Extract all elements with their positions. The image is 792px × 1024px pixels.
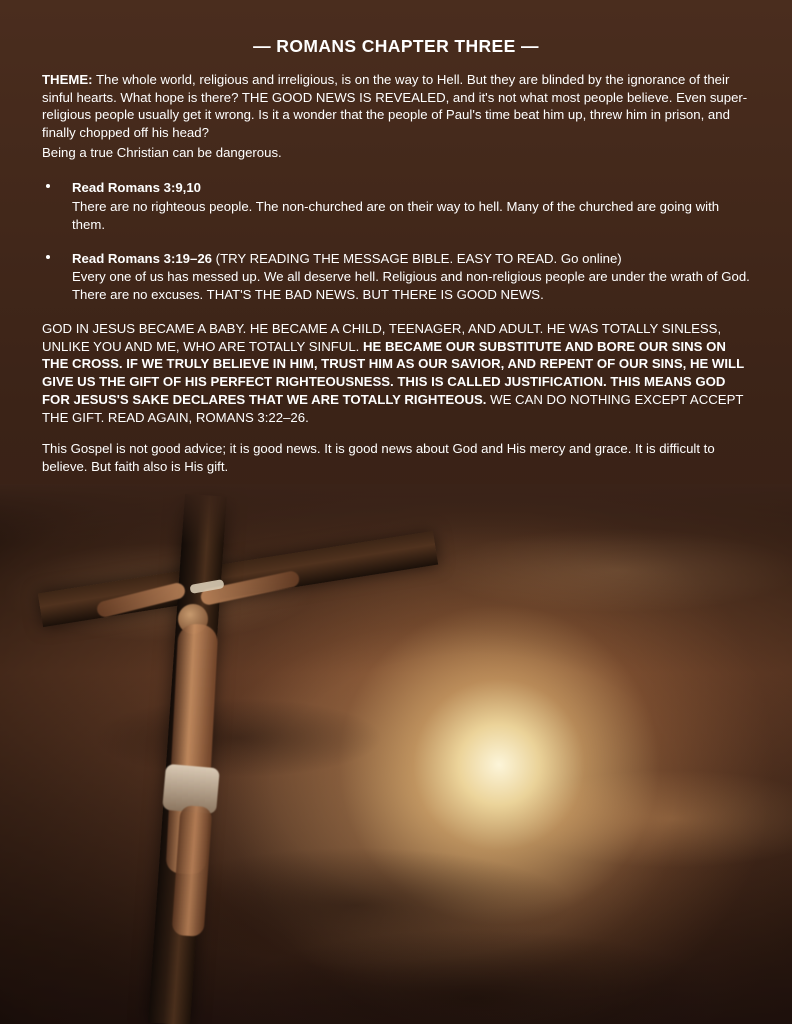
theme-paragraph (42, 71, 750, 142)
bullet-dot-icon (46, 255, 50, 259)
list-item (42, 250, 750, 304)
gospel-part-two-bold: HE BECAME OUR SUBSTITUTE AND BORE OUR SINS ON THE CROSS. IF WE TRULY BELIEVE IN HIM, TRUST HIM AS OUR SAVIOR, AND REPENT OF OUR SINS, HE WILL GIVE US THE GIFT OF HIS PERFECT RIGHTEOUSNESS. THIS IS CALLED JUSTIFICATION. THIS MEANS GOD FOR JESUS'S SAKE DECLARES THAT WE ARE TOTALLY RIGHTEOUS. (42, 338, 744, 408)
bullet-dot-icon (46, 184, 50, 188)
gospel-paragraph (42, 320, 750, 428)
scripture-bullet-list (42, 179, 750, 303)
theme-text: The whole world, religious and irreligious, is on the way to Hell. But they are blinded by the ignorance of their sinful hearts. What hope is there? THE GOOD NEWS IS REVEALED, and it's not what most people believe. Even super-religious people usually get it wrong. Is it a wonder that the people of Paul's time beat him up, threw him in prison, and finally chopped off his head? (42, 72, 748, 141)
bullet-heading (72, 179, 750, 197)
bullet-heading-text: Read Romans 3:19–26 (72, 250, 213, 266)
theme-label: THEME: (42, 72, 93, 87)
cross-figure (60, 484, 420, 1024)
page-title: — ROMANS CHAPTER THREE — (253, 36, 539, 56)
bullet-heading (72, 250, 750, 268)
bullet-heading-text: Read Romans 3:9,10 (72, 180, 201, 196)
bullet-body: Every one of us has messed up. We all deserve hell. Religious and non-religious people are under the wrath of God. There are no excuses. THAT'S THE BAD NEWS. BUT THERE IS GOOD NEWS. (72, 269, 750, 302)
document-content (0, 0, 792, 476)
list-item (42, 179, 750, 233)
bullet-heading-note: (TRY READING THE MESSAGE BIBLE. EASY TO READ. Go online) (212, 250, 622, 266)
bullet-body: There are no righteous people. The non-churched are on their way to hell. Many of the churched are going with them. (72, 199, 720, 232)
crucifixion-photo (0, 484, 792, 1024)
theme-paragraph-2: Being a true Christian can be dangerous. (42, 144, 282, 160)
gospel-part-three: WE CAN DO NOTHING EXCEPT ACCEPT THE GIFT. READ AGAIN, ROMANS 3:22–26. (42, 392, 744, 426)
gospel-part-one: GOD IN JESUS BECAME A BABY. HE BECAME A CHILD, TEENAGER, AND ADULT. HE WAS TOTALLY SINLESS, UNLIKE YOU AND ME, WHO ARE TOTALLY SINFUL. (42, 320, 722, 354)
closing-paragraph: This Gospel is not good advice; it is good news. It is good news about God and His mercy and grace. It is difficult to believe. But faith also is His gift. (42, 441, 715, 475)
photo-top-fade (0, 484, 792, 544)
